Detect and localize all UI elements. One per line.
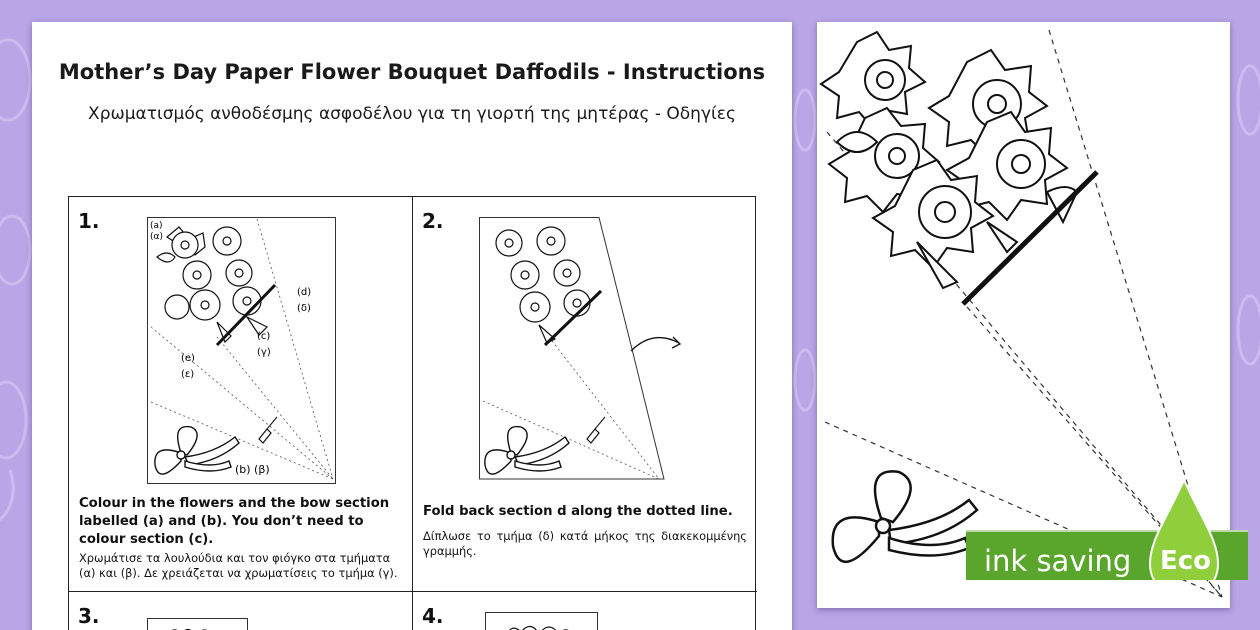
label-alpha: (α): [150, 232, 163, 242]
step-4-illustration: [485, 612, 605, 630]
step-1-cell: [69, 197, 413, 592]
badge-eco: Eco: [1160, 546, 1212, 576]
step-3-illustration: [147, 618, 257, 630]
step-number: 2.: [422, 209, 444, 233]
step-4-cell: [413, 592, 757, 630]
step-2-text-greek: Δίπλωσε το τμήμα (δ) κατά μήκος της διακεκομμένης γραμμής.: [423, 529, 747, 558]
label-gamma: (γ): [257, 347, 271, 358]
fold-arrow-icon: [627, 327, 687, 357]
label-b-beta: (b) (β): [235, 463, 270, 476]
label-d: (d): [297, 287, 312, 298]
label-delta: (δ): [297, 303, 311, 314]
label-a: (a): [150, 221, 163, 231]
label-epsilon: (ε): [181, 369, 195, 380]
badge-label: ink saving: [984, 544, 1132, 578]
step-number: 4.: [422, 604, 444, 628]
step-number: 3.: [78, 604, 100, 628]
label-e: (e): [181, 353, 195, 364]
page-subtitle-greek: Χρωματισμός ανθοδέσμης ασφοδέλου για τη γιορτή της μητέρας - Οδηγίες: [88, 104, 736, 124]
step-number: 1.: [78, 209, 100, 233]
step-3-cell: [69, 592, 413, 630]
instruction-sheet: [32, 22, 792, 630]
bow-icon: [833, 471, 977, 561]
step-1-text-greek: Χρωμάτισε τα λουλούδια και τον φιόγκο στα τμήματα (α) και (β). Δε χρειάζεται να χρωματίσεις το τμήμα (γ).: [79, 551, 398, 580]
step-2-cell: [413, 197, 757, 592]
label-c: (c): [257, 331, 271, 342]
page-title: Mother’s Day Paper Flower Bouquet Daffodils - Instructions: [58, 60, 766, 84]
steps-grid: [68, 196, 756, 630]
step-1-template-illustration: [147, 217, 337, 487]
step-2-text: Fold back section d along the dotted line.: [423, 504, 733, 519]
step-1-text: Colour in the flowers and the bow section labelled (a) and (b). You don’t need to colour section (c).: [79, 496, 390, 547]
ink-saving-badge: [966, 530, 1248, 596]
